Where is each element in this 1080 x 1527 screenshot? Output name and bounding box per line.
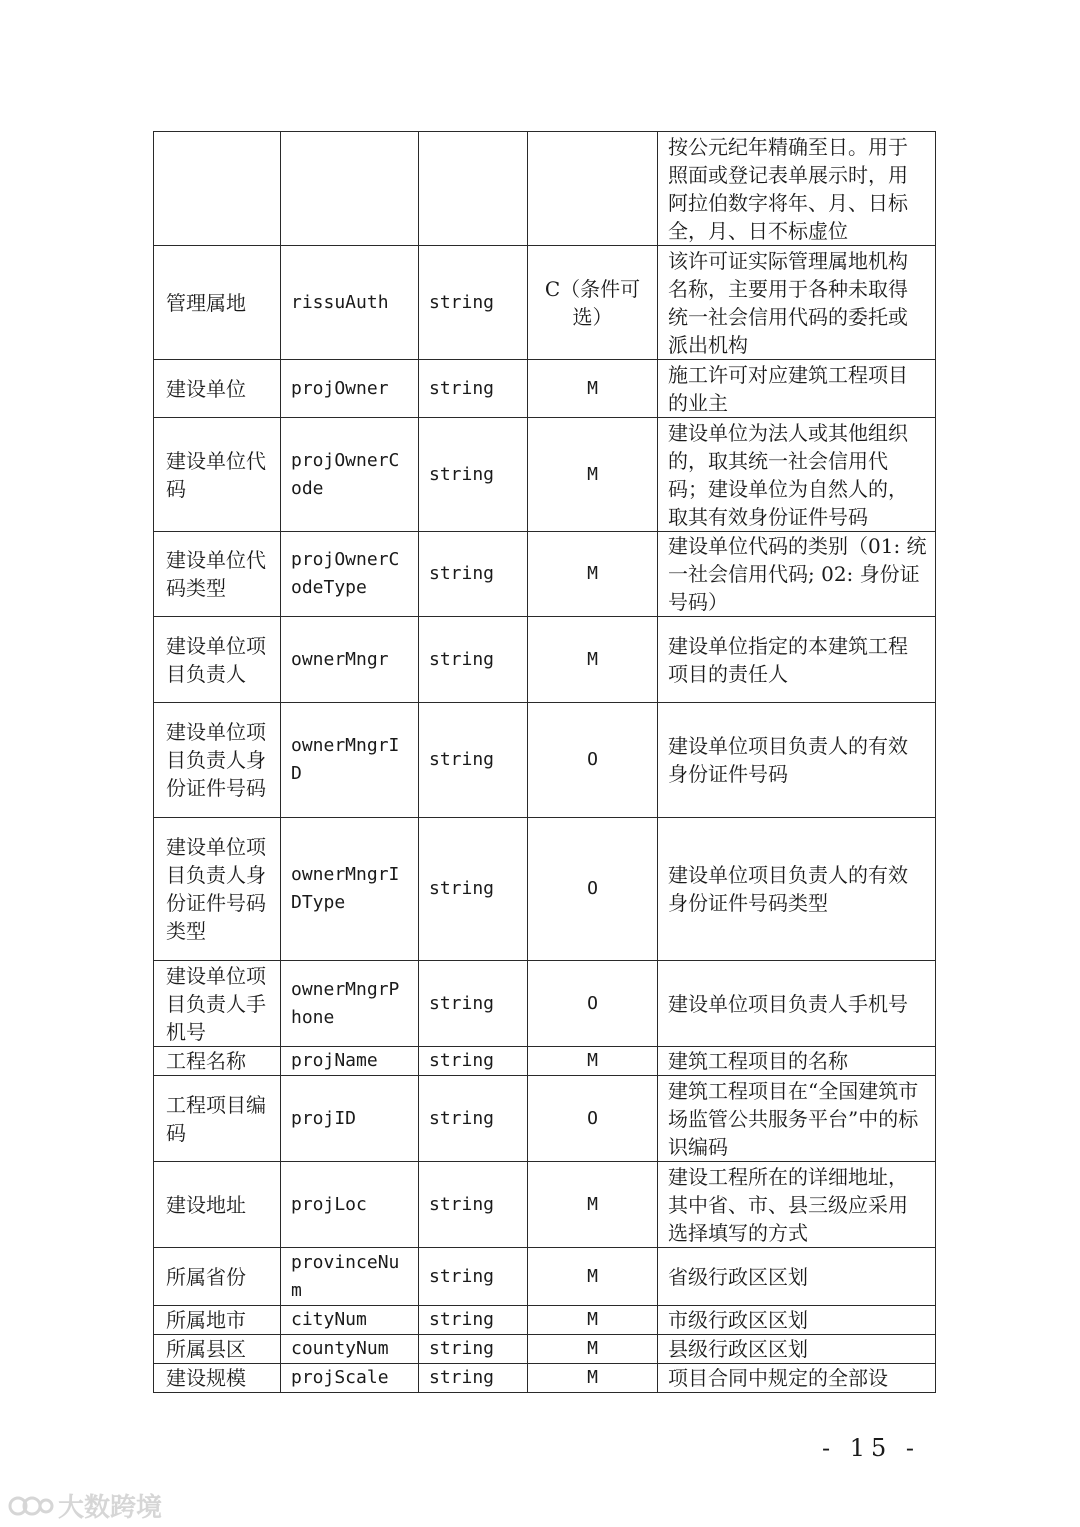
required-flag-cell — [528, 132, 658, 246]
table-row — [154, 132, 936, 246]
required-flag-cell: M — [528, 1335, 658, 1364]
data-type-cell: string — [419, 818, 528, 961]
required-flag-cell: M — [528, 1248, 658, 1306]
table-row — [154, 1306, 936, 1335]
data-type-cell: string — [419, 418, 528, 532]
field-id-cell: projID — [281, 1076, 419, 1162]
required-flag-cell: M — [528, 532, 658, 617]
required-flag-cell: O — [528, 703, 658, 818]
data-type-cell: string — [419, 1162, 528, 1248]
required-flag-cell: O — [528, 1076, 658, 1162]
field-id-cell: ownerMngrIDType — [281, 818, 419, 961]
table-row — [154, 532, 936, 617]
field-id-cell: cityNum — [281, 1306, 419, 1335]
logo-icon — [8, 1491, 54, 1521]
page-number: - 15 - — [821, 1434, 920, 1462]
data-type-cell — [419, 132, 528, 246]
data-type-cell: string — [419, 703, 528, 818]
required-flag-cell: M — [528, 1162, 658, 1248]
field-id-cell: ownerMngr — [281, 617, 419, 703]
description-cell: 建筑工程项目在“全国建筑市场监管公共服务平台”中的标识编码 — [658, 1076, 936, 1162]
table-row — [154, 818, 936, 961]
field-id-cell: rissuAuth — [281, 246, 419, 360]
required-flag-cell: M — [528, 617, 658, 703]
table-row — [154, 1162, 936, 1248]
table-row — [154, 1335, 936, 1364]
table-row — [154, 1364, 936, 1393]
item-name-cell: 所属省份 — [154, 1248, 281, 1306]
data-type-cell: string — [419, 1047, 528, 1076]
field-id-cell: ownerMngrID — [281, 703, 419, 818]
table-row — [154, 703, 936, 818]
required-flag-cell: M — [528, 360, 658, 418]
table-row — [154, 1076, 936, 1162]
data-type-cell: string — [419, 532, 528, 617]
item-name-cell: 工程项目编码 — [154, 1076, 281, 1162]
description-cell: 建设单位项目负责人手机号 — [658, 961, 936, 1047]
description-cell: 建设单位代码的类别（01: 统一社会信用代码; 02: 身份证号码） — [658, 532, 936, 617]
field-id-cell: ownerMngrPhone — [281, 961, 419, 1047]
item-name-cell: 建设规模 — [154, 1364, 281, 1393]
data-type-cell: string — [419, 1076, 528, 1162]
table-body — [154, 132, 936, 1393]
description-cell: 建设单位项目负责人的有效身份证件号码 — [658, 703, 936, 818]
item-name-cell: 建设单位代码 — [154, 418, 281, 532]
required-flag-cell: O — [528, 961, 658, 1047]
field-id-cell: projName — [281, 1047, 419, 1076]
description-cell: 建设单位项目负责人的有效身份证件号码类型 — [658, 818, 936, 961]
data-type-cell: string — [419, 1248, 528, 1306]
data-type-cell: string — [419, 360, 528, 418]
data-type-cell: string — [419, 1306, 528, 1335]
data-type-cell: string — [419, 961, 528, 1047]
required-flag-cell: O — [528, 818, 658, 961]
watermark-text: 大数跨境 — [58, 1493, 163, 1523]
field-id-cell: projOwnerCode — [281, 418, 419, 532]
description-cell: 市级行政区区划 — [658, 1306, 936, 1335]
item-name-cell: 建设单位项目负责人手机号 — [154, 961, 281, 1047]
item-name-cell: 建设地址 — [154, 1162, 281, 1248]
required-flag-cell: M — [528, 418, 658, 532]
required-flag-cell: M — [528, 1306, 658, 1335]
data-type-cell: string — [419, 1335, 528, 1364]
required-flag-cell: M — [528, 1364, 658, 1393]
field-id-cell: projOwner — [281, 360, 419, 418]
description-cell: 施工许可对应建筑工程项目的业主 — [658, 360, 936, 418]
required-flag-cell: C（条件可选） — [528, 246, 658, 360]
data-type-cell: string — [419, 617, 528, 703]
description-cell: 建设单位为法人或其他组织的，取其统一社会信用代码；建设单位为自然人的，取其有效身份证件号码 — [658, 418, 936, 532]
table-row — [154, 418, 936, 532]
item-name-cell: 建设单位项目负责人身份证件号码 — [154, 703, 281, 818]
description-cell: 该许可证实际管理属地机构名称，主要用于各种未取得统一社会信用代码的委托或派出机构 — [658, 246, 936, 360]
item-name-cell — [154, 132, 281, 246]
item-name-cell: 所属县区 — [154, 1335, 281, 1364]
table-row — [154, 1047, 936, 1076]
table-row — [154, 360, 936, 418]
table-row — [154, 961, 936, 1047]
item-name-cell: 所属地市 — [154, 1306, 281, 1335]
field-id-cell — [281, 132, 419, 246]
data-type-cell: string — [419, 246, 528, 360]
description-cell: 按公元纪年精确至日。用于照面或登记表单展示时，用阿拉伯数字将年、月、日标全，月、日不标虚位 — [658, 132, 936, 246]
watermark — [8, 1487, 162, 1524]
item-name-cell: 管理属地 — [154, 246, 281, 360]
item-name-cell: 建设单位 — [154, 360, 281, 418]
field-id-cell: provinceNum — [281, 1248, 419, 1306]
field-id-cell: projScale — [281, 1364, 419, 1393]
table-row — [154, 246, 936, 360]
description-cell: 项目合同中规定的全部设 — [658, 1364, 936, 1393]
required-flag-cell: M — [528, 1047, 658, 1076]
item-name-cell: 建设单位项目负责人 — [154, 617, 281, 703]
table-row — [154, 617, 936, 703]
table-row — [154, 1248, 936, 1306]
field-id-cell: projOwnerCodeType — [281, 532, 419, 617]
description-cell: 建设工程所在的详细地址，其中省、市、县三级应采用选择填写的方式 — [658, 1162, 936, 1248]
field-id-cell: projLoc — [281, 1162, 419, 1248]
item-name-cell: 建设单位代码类型 — [154, 532, 281, 617]
description-cell: 县级行政区区划 — [658, 1335, 936, 1364]
description-cell: 建筑工程项目的名称 — [658, 1047, 936, 1076]
description-cell: 建设单位指定的本建筑工程项目的责任人 — [658, 617, 936, 703]
description-cell: 省级行政区区划 — [658, 1248, 936, 1306]
field-id-cell: countyNum — [281, 1335, 419, 1364]
data-type-cell: string — [419, 1364, 528, 1393]
data-spec-table — [153, 131, 936, 1393]
item-name-cell: 建设单位项目负责人身份证件号码类型 — [154, 818, 281, 961]
item-name-cell: 工程名称 — [154, 1047, 281, 1076]
